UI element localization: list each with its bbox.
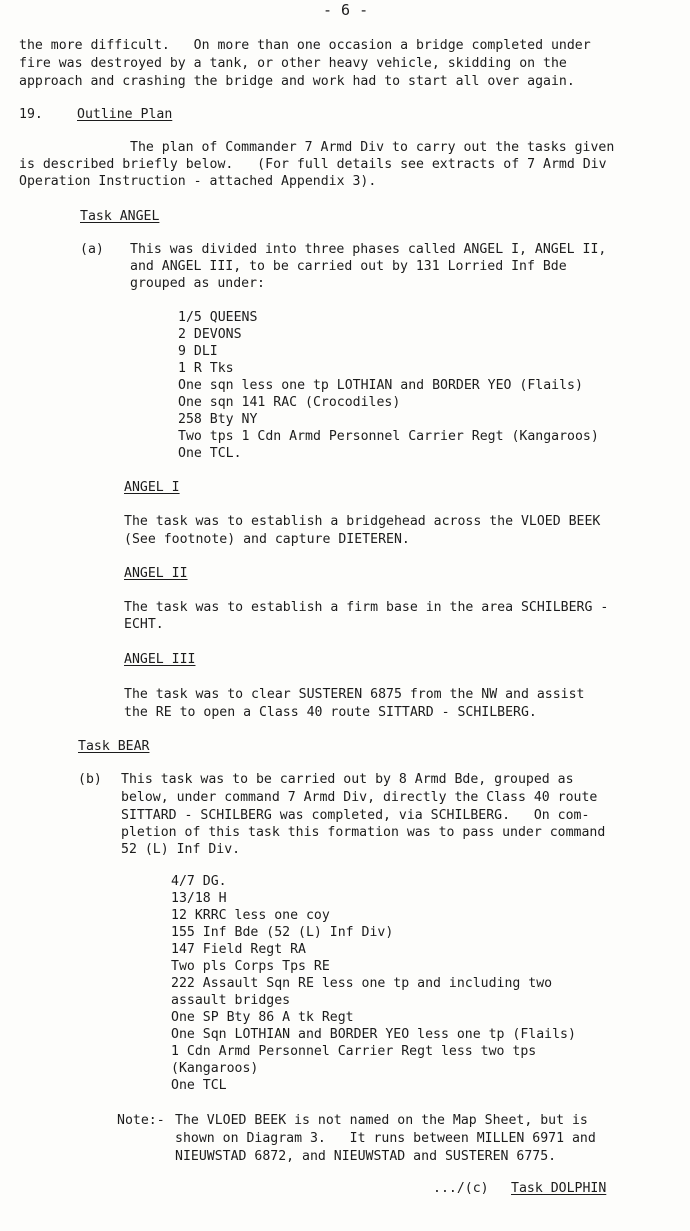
task-heading: Task ANGEL xyxy=(80,209,160,224)
unit-item: 2 DEVONS xyxy=(178,327,242,342)
unit-item: One sqn less one tp LOTHIAN and BORDER YEO (Flails) xyxy=(178,378,583,393)
unit-item: 1 Cdn Armd Personnel Carrier Regt less two tps xyxy=(171,1044,537,1059)
phase-title: ANGEL III xyxy=(124,652,196,667)
text-line: 52 (L) Inf Div. xyxy=(121,842,241,857)
unit-item: Two tps 1 Cdn Armd Personnel Carrier Regt (Kangaroos) xyxy=(178,429,599,444)
text-line: the RE to open a Class 40 route SITTARD - SCHILBERG. xyxy=(124,705,537,720)
task-heading: Task BEAR xyxy=(78,739,150,754)
phase-title: ANGEL II xyxy=(124,566,188,581)
section-number: 19. xyxy=(19,107,43,122)
unit-item: 155 Inf Bde (52 (L) Inf Div) xyxy=(171,925,394,940)
text-line: This task was to be carried out by 8 Armd Bde, grouped as xyxy=(121,772,574,787)
text-line: pletion of this task this formation was to pass under command xyxy=(121,825,606,840)
text-line: SITTARD - SCHILBERG was completed, via SCHILBERG. On com- xyxy=(121,808,590,823)
text-line: The task was to establish a firm base in the area SCHILBERG - xyxy=(124,600,609,615)
text-line: The plan of Commander 7 Armd Div to carry out the tasks given xyxy=(130,140,615,155)
unit-item: 12 KRRC less one coy xyxy=(171,908,330,923)
unit-item: 4/7 DG. xyxy=(171,874,227,889)
unit-item: assault bridges xyxy=(171,993,291,1008)
continuation-prefix: .../(c) xyxy=(433,1181,489,1196)
text-line: the more difficult. On more than one occasion a bridge completed under xyxy=(19,38,591,53)
text-line: fire was destroyed by a tank, or other heavy vehicle, skidding on the xyxy=(19,56,567,71)
text-line: This was divided into three phases called ANGEL I, ANGEL II, xyxy=(130,242,607,257)
text-line: The task was to clear SUSTEREN 6875 from the NW and assist xyxy=(124,687,585,702)
section-title: Outline Plan xyxy=(77,107,173,122)
unit-item: One TCL xyxy=(171,1078,227,1093)
text-line: is described briefly below. (For full details see extracts of 7 Armd Div xyxy=(19,157,607,172)
text-line: Operation Instruction - attached Appendix 3). xyxy=(19,174,377,189)
page-number: - 6 - xyxy=(323,1,369,19)
phase-title: ANGEL I xyxy=(124,480,180,495)
text-line: and ANGEL III, to be carried out by 131 Lorried Inf Bde xyxy=(130,259,567,274)
text-line: ECHT. xyxy=(124,617,164,632)
unit-item: (Kangaroos) xyxy=(171,1061,259,1076)
task-marker: (a) xyxy=(80,242,104,257)
text-line: NIEUWSTAD 6872, and NIEUWSTAD and SUSTEREN 6775. xyxy=(175,1149,557,1164)
text-line: below, under command 7 Armd Div, directly the Class 40 route xyxy=(121,790,598,805)
unit-item: Two pls Corps Tps RE xyxy=(171,959,330,974)
unit-item: One SP Bty 86 A tk Regt xyxy=(171,1010,354,1025)
unit-item: 13/18 H xyxy=(171,891,227,906)
unit-item: One TCL. xyxy=(178,446,242,461)
text-line: (See footnote) and capture DIETEREN. xyxy=(124,532,410,547)
text-line: approach and crashing the bridge and work had to start all over again. xyxy=(19,74,575,89)
unit-item: 1 R Tks xyxy=(178,361,234,376)
unit-item: One Sqn LOTHIAN and BORDER YEO less one tp (Flails) xyxy=(171,1027,576,1042)
unit-item: One sqn 141 RAC (Crocodiles) xyxy=(178,395,401,410)
continuation-label: Task DOLPHIN xyxy=(511,1181,607,1196)
text-line: shown on Diagram 3. It runs between MILLEN 6971 and xyxy=(175,1131,596,1146)
text-line: grouped as under: xyxy=(130,276,265,291)
text-line: The VLOED BEEK is not named on the Map Sheet, but is xyxy=(175,1113,588,1128)
unit-item: 9 DLI xyxy=(178,344,218,359)
unit-item: 222 Assault Sqn RE less one tp and including two xyxy=(171,976,553,991)
note-label: Note:- xyxy=(117,1113,165,1128)
unit-item: 147 Field Regt RA xyxy=(171,942,306,957)
unit-item: 258 Bty NY xyxy=(178,412,258,427)
unit-item: 1/5 QUEENS xyxy=(178,310,258,325)
task-marker: (b) xyxy=(78,772,102,787)
text-line: The task was to establish a bridgehead across the VLOED BEEK xyxy=(124,514,601,529)
